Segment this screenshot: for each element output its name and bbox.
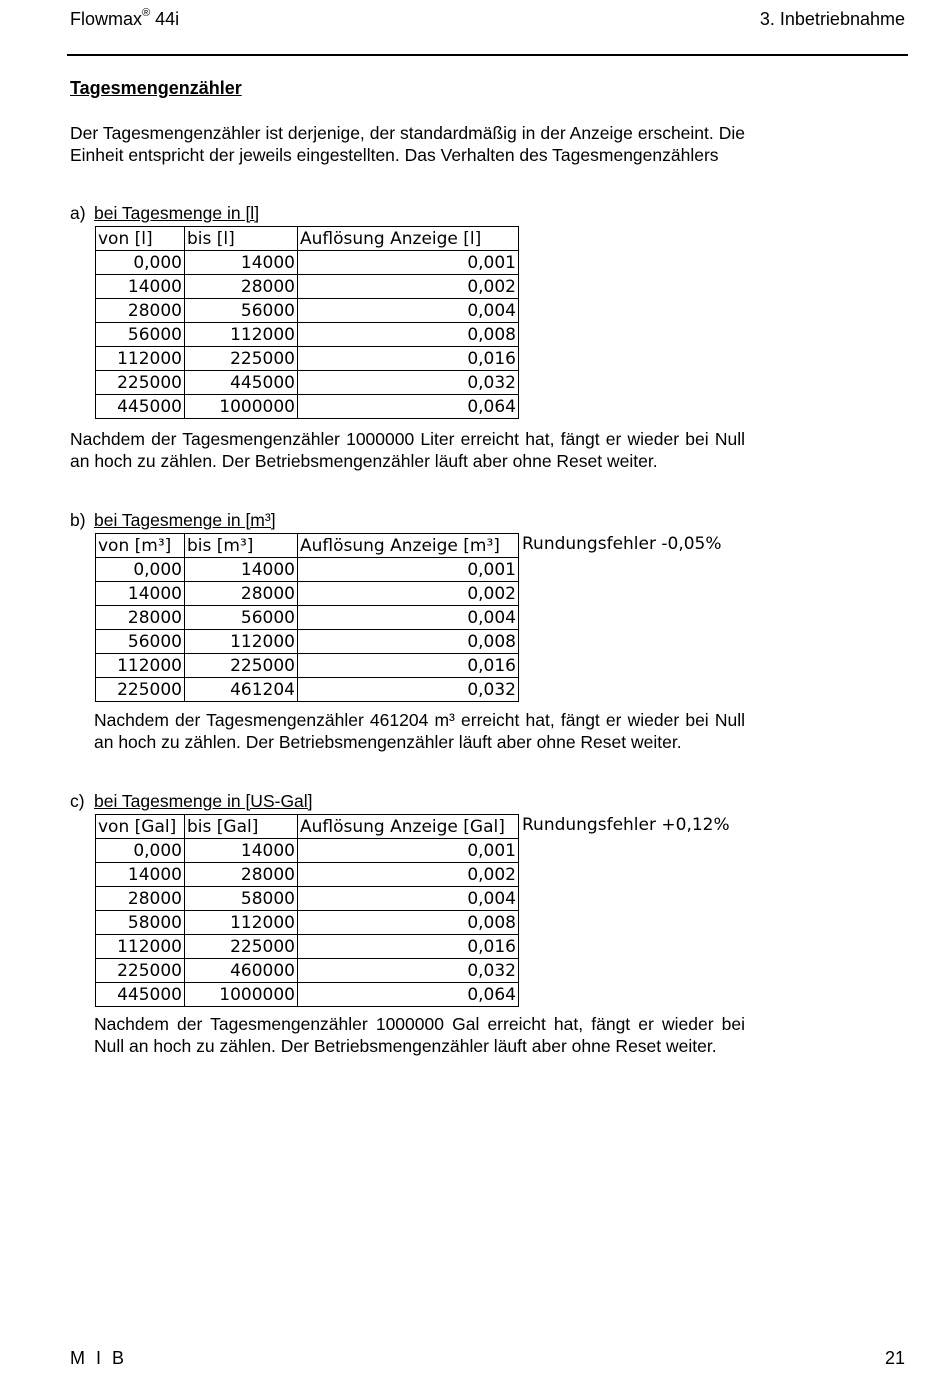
cell-from: 56000 bbox=[96, 630, 185, 654]
cell-to: 112000 bbox=[185, 911, 298, 935]
cell-from: 28000 bbox=[96, 887, 185, 911]
cell-to: 112000 bbox=[185, 630, 298, 654]
cell-resolution: 0,004 bbox=[298, 887, 519, 911]
cell-resolution: 0,032 bbox=[298, 959, 519, 983]
cell-to: 112000 bbox=[185, 323, 298, 347]
cell-from: 225000 bbox=[96, 678, 185, 702]
cell-to: 445000 bbox=[185, 371, 298, 395]
cell-resolution: 0,016 bbox=[298, 347, 519, 371]
cell-resolution: 0,001 bbox=[298, 839, 519, 863]
cell-from: 0,000 bbox=[96, 839, 185, 863]
table-row bbox=[96, 911, 519, 935]
table-row bbox=[96, 606, 519, 630]
cell-from: 28000 bbox=[96, 606, 185, 630]
column-header: von [m³] bbox=[96, 534, 185, 558]
cell-to: 225000 bbox=[185, 935, 298, 959]
table-row bbox=[96, 935, 519, 959]
product-name: Flowmax bbox=[70, 9, 143, 29]
column-header: bis [Gal] bbox=[185, 815, 298, 839]
cell-resolution: 0,004 bbox=[298, 299, 519, 323]
cell-to: 225000 bbox=[185, 654, 298, 678]
footer-company: M I B bbox=[70, 1348, 128, 1368]
cell-resolution: 0,008 bbox=[298, 630, 519, 654]
cell-from: 112000 bbox=[96, 935, 185, 959]
table-row bbox=[96, 251, 519, 275]
cell-to: 14000 bbox=[185, 558, 298, 582]
cell-from: 0,000 bbox=[96, 251, 185, 275]
resolution-table-liter bbox=[95, 226, 519, 419]
cell-from: 445000 bbox=[96, 395, 185, 419]
cell-from: 14000 bbox=[96, 582, 185, 606]
cell-to: 460000 bbox=[185, 959, 298, 983]
cell-resolution: 0,064 bbox=[298, 395, 519, 419]
cell-from: 112000 bbox=[96, 654, 185, 678]
cell-resolution: 0,016 bbox=[298, 935, 519, 959]
table-row bbox=[96, 959, 519, 983]
header-product bbox=[70, 9, 179, 30]
section-letter: c) bbox=[70, 791, 85, 811]
table-row bbox=[96, 654, 519, 678]
cell-resolution: 0,016 bbox=[298, 654, 519, 678]
column-header: von [Gal] bbox=[96, 815, 185, 839]
cell-to: 56000 bbox=[185, 606, 298, 630]
table-row bbox=[96, 275, 519, 299]
cell-to: 461204 bbox=[185, 678, 298, 702]
section-c-label bbox=[70, 791, 470, 813]
cell-to: 28000 bbox=[185, 863, 298, 887]
page-heading: Tagesmengenzähler bbox=[70, 78, 242, 98]
cell-resolution: 0,001 bbox=[298, 251, 519, 275]
header-chapter: 3. Inbetriebnahme bbox=[759, 9, 905, 29]
cell-resolution: 0,008 bbox=[298, 323, 519, 347]
table-row bbox=[96, 323, 519, 347]
cell-from: 56000 bbox=[96, 323, 185, 347]
cell-from: 225000 bbox=[96, 959, 185, 983]
cell-from: 14000 bbox=[96, 863, 185, 887]
table-row bbox=[96, 630, 519, 654]
cell-resolution: 0,032 bbox=[298, 678, 519, 702]
section-b-note: Nachdem der Tagesmengenzähler 461204 m³ erreicht hat, fängt er wieder bei Null an hoch zu zählen. Der Betriebsmengenzähler läuft aber ohne Reset weiter. bbox=[94, 710, 745, 752]
table-row bbox=[96, 887, 519, 911]
product-model: 44i bbox=[155, 9, 180, 29]
table-row bbox=[96, 371, 519, 395]
section-letter: a) bbox=[70, 203, 86, 223]
table-row bbox=[96, 863, 519, 887]
table-header-row bbox=[96, 815, 519, 839]
registered-mark: ® bbox=[142, 7, 151, 19]
table-row bbox=[96, 299, 519, 323]
cell-from: 14000 bbox=[96, 275, 185, 299]
table-row bbox=[96, 582, 519, 606]
table-row bbox=[96, 558, 519, 582]
cell-resolution: 0,002 bbox=[298, 582, 519, 606]
table-row bbox=[96, 395, 519, 419]
section-a-note: Nachdem der Tagesmengenzähler 1000000 Liter erreicht hat, fängt er wieder bei Null an hoch zu zählen. Der Betriebsmengenzähler läuft aber ohne Reset weiter. bbox=[70, 429, 745, 471]
section-c-note: Nachdem der Tagesmengenzähler 1000000 Gal erreicht hat, fängt er wieder bei Null an hoch zu zählen. Der Betriebsmengenzähler läuft aber ohne Reset weiter. bbox=[94, 1014, 745, 1056]
cell-to: 1000000 bbox=[185, 983, 298, 1007]
cell-to: 14000 bbox=[185, 251, 298, 275]
cell-resolution: 0,064 bbox=[298, 983, 519, 1007]
section-title: bei Tagesmenge in [m³] bbox=[94, 510, 276, 530]
cell-to: 225000 bbox=[185, 347, 298, 371]
cell-resolution: 0,002 bbox=[298, 863, 519, 887]
table-row bbox=[96, 678, 519, 702]
section-title: bei Tagesmenge in [l] bbox=[94, 203, 260, 223]
section-a-label bbox=[70, 203, 470, 225]
column-header: bis [m³] bbox=[185, 534, 298, 558]
cell-to: 28000 bbox=[185, 275, 298, 299]
cell-from: 112000 bbox=[96, 347, 185, 371]
cell-resolution: 0,008 bbox=[298, 911, 519, 935]
cell-to: 14000 bbox=[185, 839, 298, 863]
cell-resolution: 0,002 bbox=[298, 275, 519, 299]
rounding-error-note: Rundungsfehler +0,12% bbox=[522, 815, 730, 835]
column-header: Auflösung Anzeige [Gal] bbox=[298, 815, 519, 839]
table-header-row bbox=[96, 227, 519, 251]
resolution-table-gallon bbox=[95, 814, 519, 1007]
cell-from: 225000 bbox=[96, 371, 185, 395]
column-header: bis [l] bbox=[185, 227, 298, 251]
section-title: bei Tagesmenge in [US-Gal] bbox=[94, 791, 313, 811]
resolution-table-cubic-meter bbox=[95, 533, 519, 702]
table-row bbox=[96, 839, 519, 863]
cell-from: 445000 bbox=[96, 983, 185, 1007]
cell-to: 58000 bbox=[185, 887, 298, 911]
table-row bbox=[96, 983, 519, 1007]
cell-from: 28000 bbox=[96, 299, 185, 323]
column-header: von [l] bbox=[96, 227, 185, 251]
cell-to: 56000 bbox=[185, 299, 298, 323]
column-header: Auflösung Anzeige [m³] bbox=[298, 534, 519, 558]
table-header-row bbox=[96, 534, 519, 558]
cell-from: 58000 bbox=[96, 911, 185, 935]
cell-to: 1000000 bbox=[185, 395, 298, 419]
cell-resolution: 0,004 bbox=[298, 606, 519, 630]
section-b-label bbox=[70, 510, 470, 532]
cell-resolution: 0,032 bbox=[298, 371, 519, 395]
intro-paragraph: Der Tagesmengenzähler ist derjenige, der standardmäßig in der Anzeige erscheint. Die Einheit entspricht der jeweils eingestellten. Das Verhalten des Tagesmengenzählers bbox=[70, 123, 745, 165]
page-number: 21 bbox=[884, 1348, 905, 1368]
rounding-error-note: Rundungsfehler -0,05% bbox=[522, 534, 722, 554]
section-letter: b) bbox=[70, 510, 86, 530]
cell-from: 0,000 bbox=[96, 558, 185, 582]
table-row bbox=[96, 347, 519, 371]
header-divider bbox=[67, 54, 908, 56]
cell-resolution: 0,001 bbox=[298, 558, 519, 582]
column-header: Auflösung Anzeige [l] bbox=[298, 227, 519, 251]
cell-to: 28000 bbox=[185, 582, 298, 606]
